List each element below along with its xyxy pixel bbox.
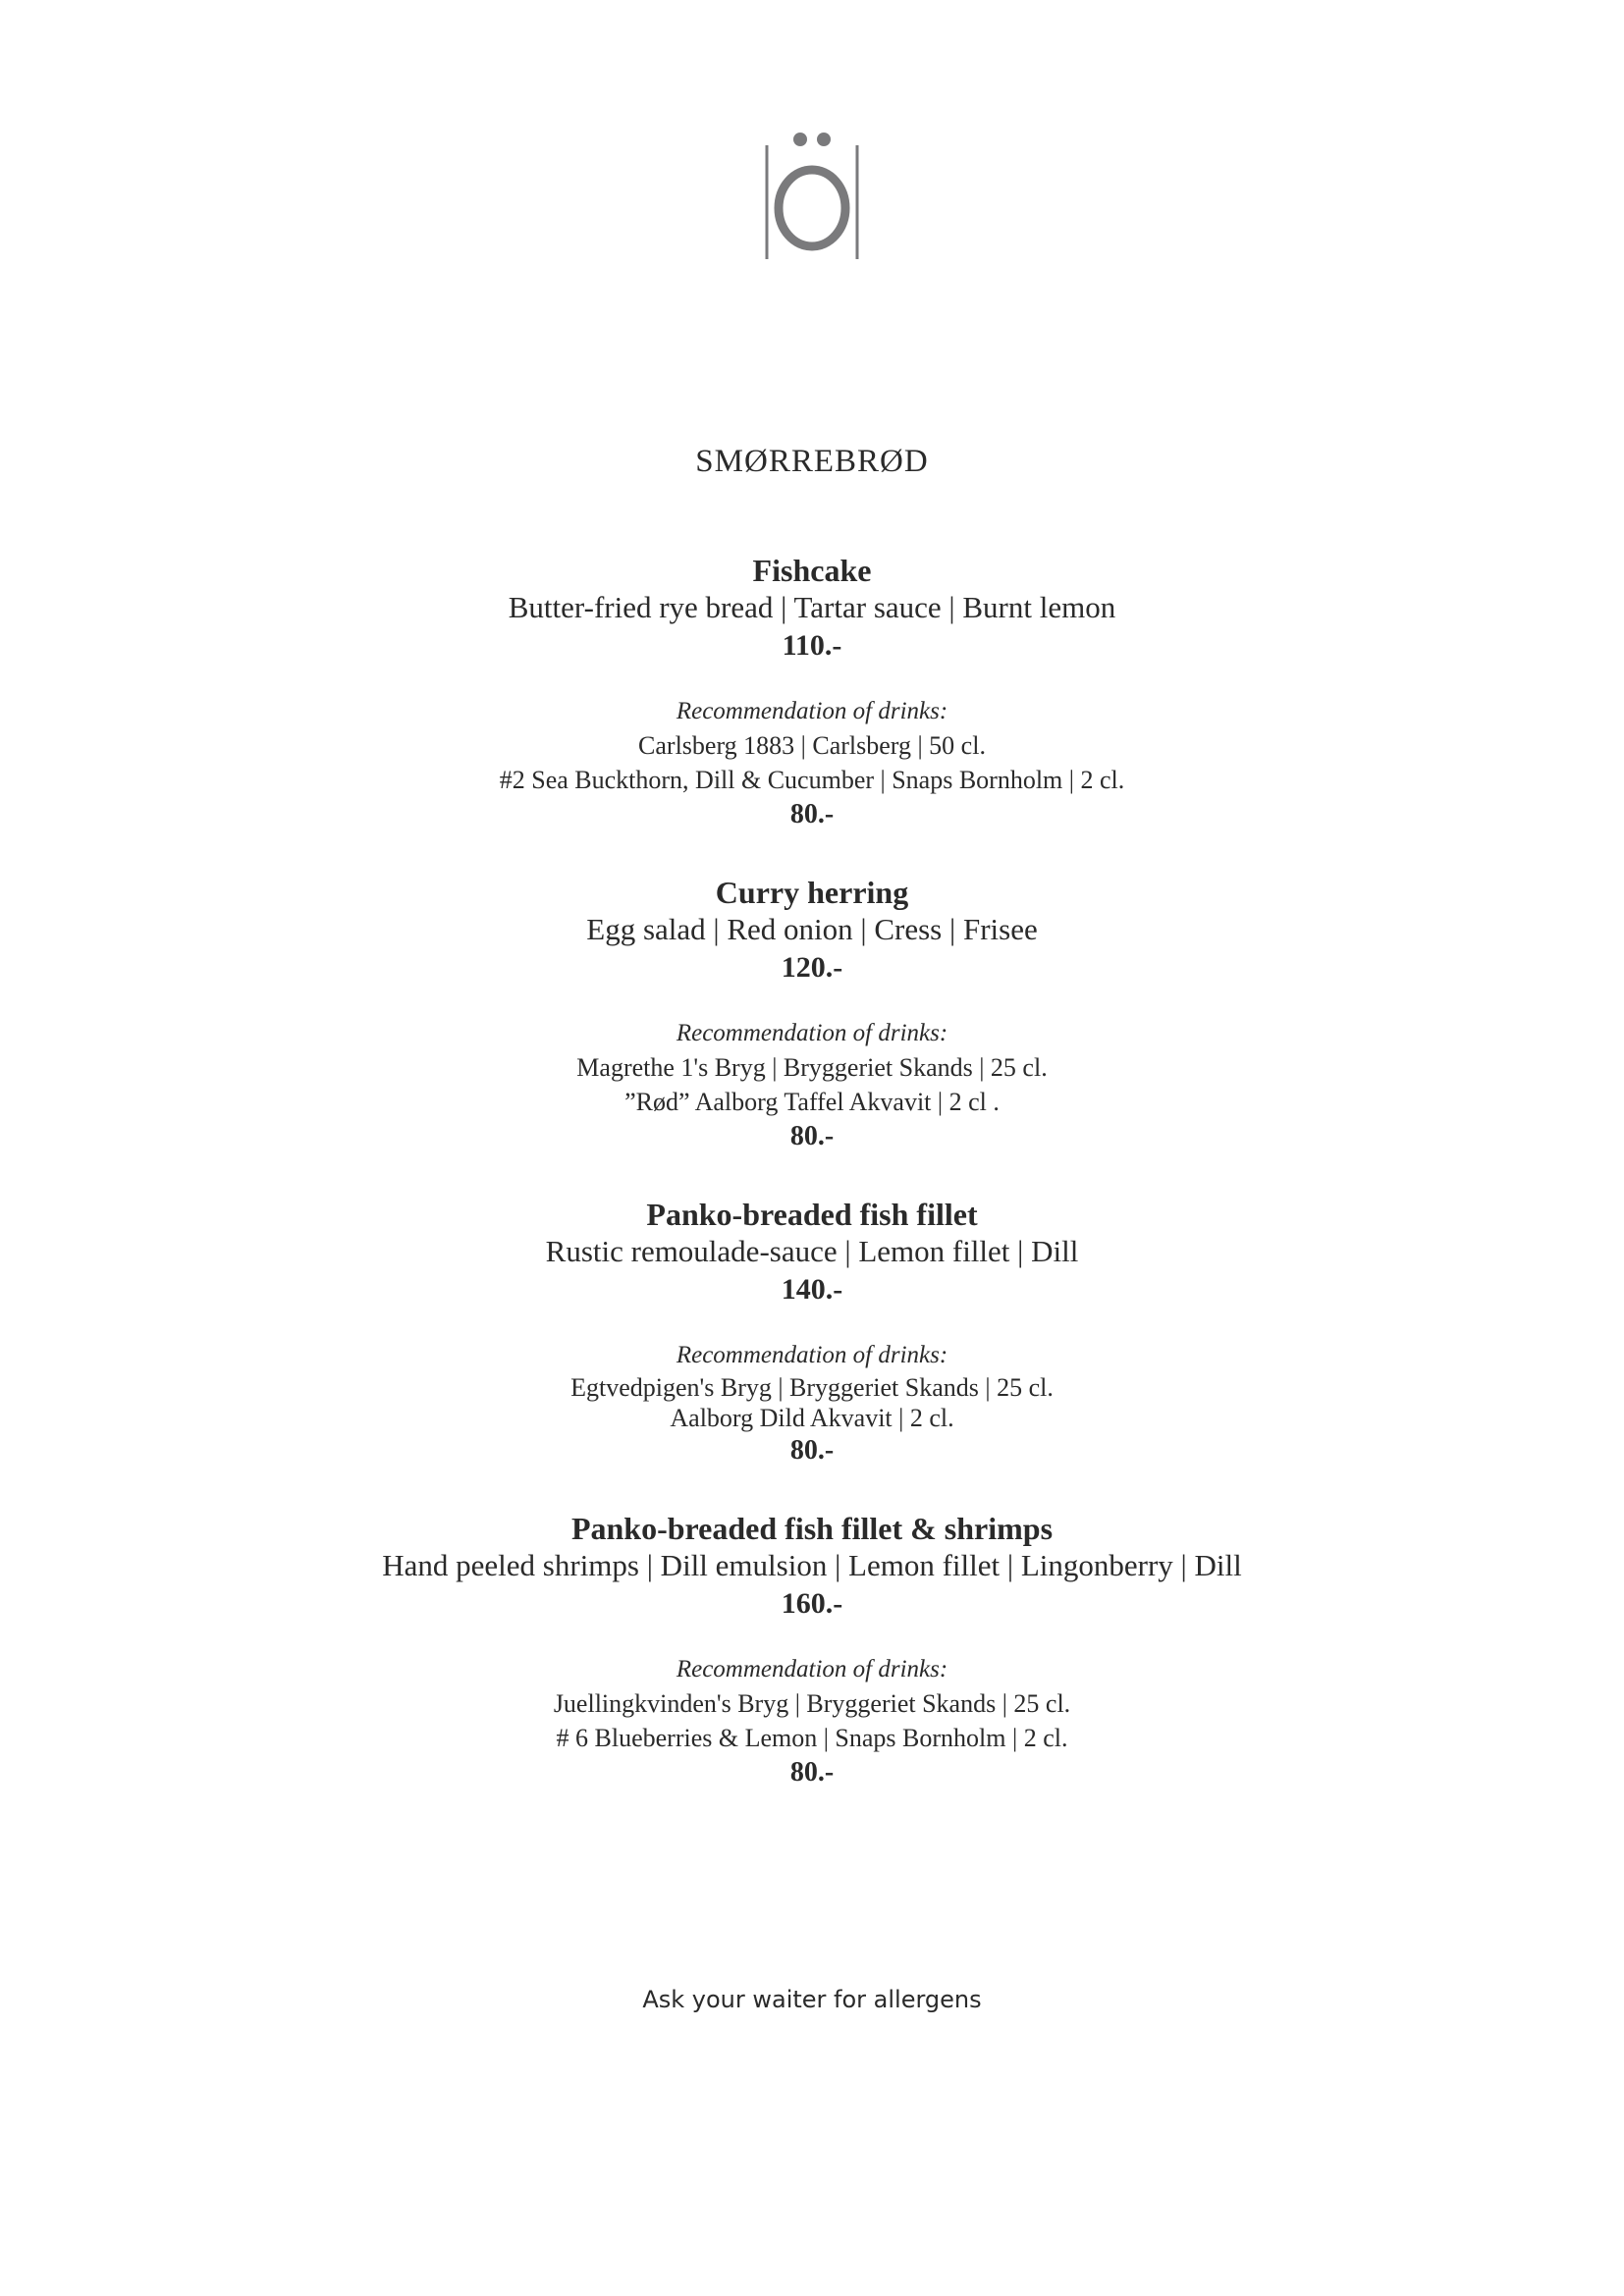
drinks-price: 80.- bbox=[789, 1121, 835, 1151]
dish-description: Egg salad | Red onion | Cress | Frisee bbox=[586, 912, 1038, 946]
menu-item bbox=[0, 552, 1624, 832]
drinks-recommendation-label: Recommendation of drinks: bbox=[676, 1020, 948, 1046]
dish-price: 110.- bbox=[782, 629, 842, 662]
dish-description: Butter-fried rye bread | Tartar sauce | Burnt lemon bbox=[508, 590, 1116, 624]
drinks-price: 80.- bbox=[789, 799, 835, 829]
section-title: SMØRREBRØD bbox=[695, 444, 929, 479]
drink-line: Egtvedpigen's Bryg | Bryggeriet Skands | 25 cl. bbox=[570, 1373, 1054, 1402]
drink-line: #2 Sea Buckthorn, Dill & Cucumber | Snaps Bornholm | 2 cl. bbox=[499, 766, 1125, 794]
drinks-price: 80.- bbox=[789, 1435, 835, 1466]
drinks-recommendation-label: Recommendation of drinks: bbox=[676, 698, 948, 724]
drinks-price: 80.- bbox=[789, 1757, 835, 1788]
dish-description: Rustic remoulade-sauce | Lemon fillet | Dill bbox=[545, 1234, 1079, 1268]
drinks-recommendation-label: Recommendation of drinks: bbox=[676, 1656, 948, 1682]
menu-list bbox=[0, 552, 1624, 1790]
allergen-note: Ask your waiter for allergens bbox=[642, 1986, 982, 2013]
dish-price: 140.- bbox=[781, 1273, 843, 1306]
dish-name: Curry herring bbox=[715, 875, 909, 910]
drink-line: ”Rød” Aalborg Taffel Akvavit | 2 cl . bbox=[624, 1088, 1000, 1116]
drink-line: Carlsberg 1883 | Carlsberg | 50 cl. bbox=[638, 731, 986, 760]
dish-name: Panko-breaded fish fillet & shrimps bbox=[570, 1511, 1054, 1546]
drink-line: # 6 Blueberries & Lemon | Snaps Bornholm | 2 cl. bbox=[556, 1724, 1068, 1752]
logo-mark-icon bbox=[753, 126, 871, 263]
drink-line: Magrethe 1's Bryg | Bryggeriet Skands | 25 cl. bbox=[576, 1053, 1048, 1082]
dish-price: 160.- bbox=[781, 1587, 843, 1620]
dish-name: Fishcake bbox=[752, 553, 872, 588]
dish-description: Hand peeled shrimps | Dill emulsion | Lemon fillet | Lingonberry | Dill bbox=[382, 1548, 1242, 1582]
menu-item bbox=[0, 1510, 1624, 1790]
menu-item bbox=[0, 1196, 1624, 1468]
drink-line: Aalborg Dild Akvavit | 2 cl. bbox=[670, 1404, 954, 1432]
drink-line: Juellingkvinden's Bryg | Bryggeriet Skands | 25 cl. bbox=[553, 1689, 1071, 1718]
drinks-recommendation-label: Recommendation of drinks: bbox=[676, 1342, 948, 1368]
restaurant-logo bbox=[753, 126, 871, 263]
dish-name: Panko-breaded fish fillet bbox=[646, 1197, 978, 1232]
menu-item bbox=[0, 874, 1624, 1154]
dish-price: 120.- bbox=[781, 951, 843, 984]
